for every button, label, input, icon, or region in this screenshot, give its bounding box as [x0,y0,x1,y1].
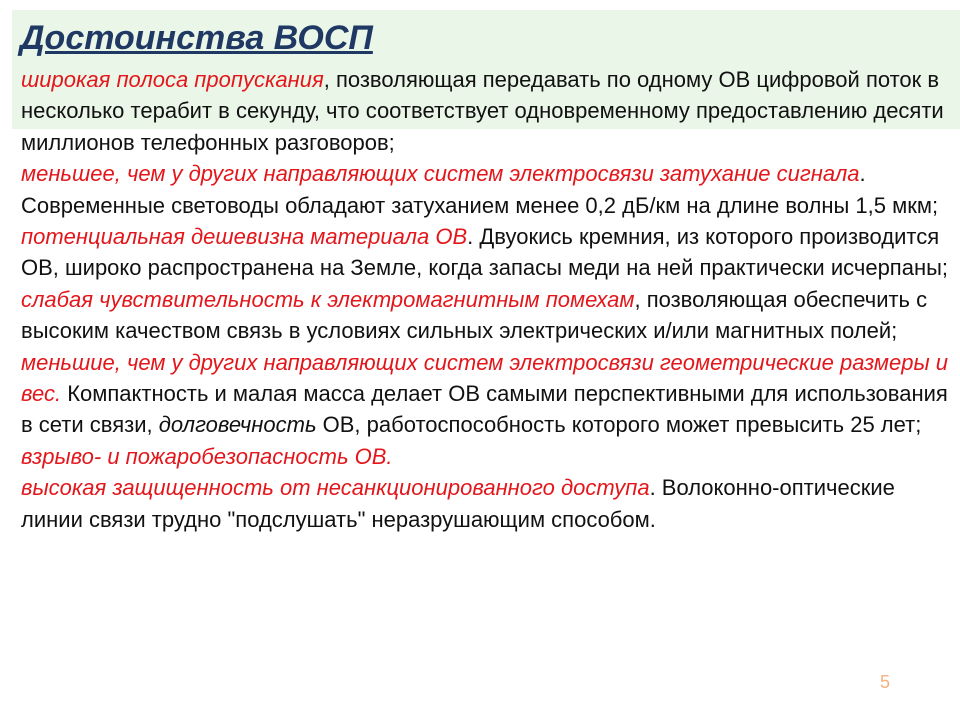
advantage-highlight: потенциальная дешевизна материала ОВ [21,224,468,250]
advantage-italic-term: долговечность [158,412,317,438]
advantage-item [21,347,955,441]
advantage-item [21,284,955,347]
advantage-item [21,441,955,472]
advantage-text: , позволяющая передавать по одному ОВ цифровой поток в несколько терабит в секунду, что соответствует одновременному предоставлению десяти миллионов телефонных разговоров; [21,67,944,155]
advantage-highlight: широкая полоса пропускания [21,67,324,92]
advantage-text: , позволяющая обеспечить с высоким качеством связь в условиях сильных электрических и/или магнитных полей; [21,286,928,344]
advantage-highlight: взрыво- и пожаробезопасность ОВ. [21,443,393,469]
advantage-highlight: высокая защищенность от несанкционированного доступа [21,475,650,501]
page-number: 5 [880,672,891,692]
advantage-item [21,158,955,221]
advantage-highlight: слабая чувствительность к электромагнитным помехам [21,286,635,312]
advantages-list [21,64,955,535]
advantage-item [21,64,955,158]
advantage-highlight: меньшее, чем у других направляющих систем электросвязи затухание сигнала [21,161,860,187]
advantage-item [21,472,955,535]
advantage-text: . Современные световоды обладают затуханием менее 0,2 дБ/км на длине волны 1,5 мкм; [21,161,939,218]
slide-title: Достоинства ВОСП [20,19,373,57]
advantage-text: . Волоконно-оптические линии связи трудно "подслушать" неразрушающим способом. [21,475,895,532]
advantage-highlight: меньшие, чем у других направляющих систем электросвязи геометрические размеры и вес. [21,349,949,407]
advantage-item [21,221,955,284]
advantage-text-after: ОВ, работоспособность которого может превысить 25 лет; [316,412,922,438]
advantage-text: . Двуокись кремния, из которого производится ОВ, широко распространена на Земле, когда запасы меди на ней практически исчерпаны; [21,224,949,281]
advantage-text: Компактность и малая масса делает ОВ самыми перспективными для использования в сети связи, [21,381,948,438]
